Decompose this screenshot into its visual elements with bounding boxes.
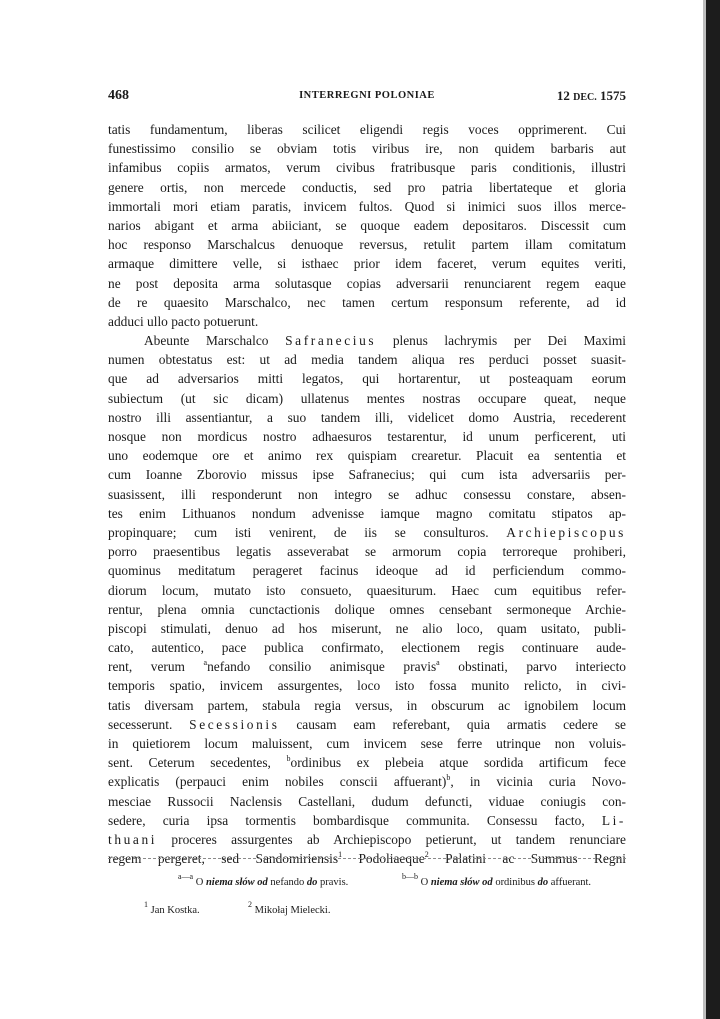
text-line xyxy=(108,772,626,791)
text-line: narios abigant et arma abiiciant, se quoque eadem depositaros. Discessit cum xyxy=(108,217,626,233)
text-line: piscopi stimulati, denuo ad hos miserunt, ne alio loco, quam usitato, publi- xyxy=(108,620,626,636)
text-span: Palatini ac Summus Regni xyxy=(428,851,626,867)
text-line xyxy=(108,715,626,734)
text-line: temporis spatio, invicem assurgentes, loco isto fossa munito relicto, in civi- xyxy=(108,678,626,694)
footnote-number: 1 xyxy=(144,900,148,909)
text-span: rent, verum xyxy=(108,659,204,675)
text-span: Abeunte Marschalco xyxy=(144,333,286,349)
running-header xyxy=(108,88,626,106)
text-line: cum Ioanne Zborovio missus ipse Safranecius; qui cum ista adversariis per- xyxy=(108,467,626,483)
apparatus-mark: b xyxy=(286,754,291,764)
apparatus-marker: a—a xyxy=(178,872,194,881)
footnote-text: Mikołaj Mielecki. xyxy=(254,905,331,916)
text-line: quominus meditatum perageret facinus ideoque ad id perficiendum commo- xyxy=(108,563,626,579)
text-line: cato, autentico, pace publica confirmato, electionem regis continuare aude- xyxy=(108,640,626,656)
text-line: infamibus copiis armatos, verum civibus fratribusque paris conditionis, illustri xyxy=(108,160,626,176)
text-span: , in vicinia curia Novo- xyxy=(450,774,626,790)
footnote-ref: 2 xyxy=(424,850,429,860)
text-line: de re quaesito Marschalco, nec tamen certum responsum referente, ad id xyxy=(108,294,626,310)
text-line: armaque dimittere velle, si isthaec prior idem faceret, verum equites veriti, xyxy=(108,256,626,272)
text-span: ordinibus ex plebeia atque sordida artificum fece xyxy=(290,755,626,771)
footnote-ref: 1 xyxy=(338,850,343,860)
text-span: regem pergeret, sed Sandomiriensis xyxy=(108,851,339,867)
date-year: 1575 xyxy=(600,88,626,103)
apparatus-mark: a xyxy=(436,658,440,668)
note-text: ordinibus xyxy=(492,877,538,888)
text-line: rentur, plena omnia cunctactionis dolique omnes censebant sermoneque Archie- xyxy=(108,601,626,617)
spaced-name: Safranecius xyxy=(285,333,377,349)
apparatus-mark: a xyxy=(203,658,208,668)
date-day: 12 xyxy=(556,88,570,103)
spaced-name: thuani xyxy=(108,831,158,847)
note-text: nefando xyxy=(267,877,307,888)
text-line xyxy=(108,523,626,542)
text-line: que ad adversarios mitti legatos, qui hortarentur, ut posteaquam eorum xyxy=(108,371,626,387)
text-span: obstinati, parvo interiecto xyxy=(439,659,626,675)
date-month: DEC. xyxy=(573,92,597,103)
text-span: sent. Ceterum secedentes, xyxy=(108,755,287,771)
footnote-rule xyxy=(108,858,626,859)
text-line: tatis diversam partem, stabula regia versus, in obscurum ac ignobilem locum xyxy=(108,697,626,713)
text-line: numen obtestatus est: ut ad media tandem aliqua res perduci posset suasit- xyxy=(108,352,626,368)
note-text: O xyxy=(420,877,431,888)
note-text: O xyxy=(195,877,206,888)
text-span: explicatis (perpauci enim nobiles conscii affuerant) xyxy=(108,774,447,790)
text-line: funestissimo consilio se obviam totis viribus ire, non quidem barbaris aut xyxy=(108,141,626,157)
apparatus-note-a xyxy=(178,872,349,890)
text-span: plenus lachrymis per Dei Maximi xyxy=(376,333,626,349)
footnote-2 xyxy=(248,900,331,918)
footnote-number: 2 xyxy=(248,900,252,909)
spaced-name: Li- xyxy=(601,812,626,828)
footnote-text: Jan Kostka. xyxy=(150,905,200,916)
text-line: adduci ullo pacto potuerunt. xyxy=(108,313,259,329)
spaced-name: Secessionis xyxy=(189,716,280,732)
note-emphasis: do xyxy=(537,877,549,888)
text-span: Podoliaeque xyxy=(342,851,425,867)
text-line: mesciae Russocii Naclensis Castellani, dudum defuncti, viduae coniugis con- xyxy=(108,793,626,809)
text-line: tes enim Lithuanos nondum advenisse iamque magno comitatu stipatos ap- xyxy=(108,505,626,521)
apparatus-marker: b—b xyxy=(402,872,418,881)
text-line: ne post deposita arma solutasque copias adversarii renunciarent regem eaque xyxy=(108,275,626,291)
note-text: pravis. xyxy=(317,877,349,888)
scan-page-edge xyxy=(706,0,720,1019)
text-span: causam eam referebant, quia armatis cedere se xyxy=(279,716,626,732)
text-span: nefando consilio animisque pravis xyxy=(207,659,437,675)
apparatus-mark: b xyxy=(446,773,451,783)
text-line xyxy=(108,753,626,772)
running-date xyxy=(557,88,626,104)
note-emphasis: do xyxy=(306,877,318,888)
page-number: 468 xyxy=(108,88,129,103)
text-span: sedere, curia ipsa tormentis bombardisque communita. Consessu facto, xyxy=(108,812,602,828)
text-line: nostro illi assentiantur, a suo tandem illi, videlicet domo Austria, recederent xyxy=(108,409,626,425)
text-span: proceres assurgentes ab Archiepiscopo petierunt, ut tandem renunciare xyxy=(157,831,626,847)
main-text xyxy=(108,120,626,868)
text-span: secesserunt. xyxy=(108,716,190,732)
text-line: subiectum (ut sic dicam) ullatenus mentes nostras occupare queat, neque xyxy=(108,390,626,406)
note-emphasis: niema słów od xyxy=(205,877,268,888)
running-title: INTERREGNI POLONIAE xyxy=(299,90,435,101)
text-line xyxy=(108,657,626,676)
text-line: nosque non mordicus nostro adhaesuros testarentur, id unum perficerent, uti xyxy=(108,429,626,444)
text-line: genere ortis, non mercede conductis, sed pro patria libertateque et gloria xyxy=(108,179,626,195)
spaced-name: Archiepiscopus xyxy=(506,524,626,540)
text-line: porro praesentibus legatis asseverabat se armorum copia terroreque prohiberi, xyxy=(108,544,626,560)
note-text: affuerant. xyxy=(548,877,592,888)
text-line: suasissent, illi responderunt non integro se adhuc consessu constare, absen- xyxy=(108,486,626,502)
text-line: diorum locum, mutato isto consueto, quaesiturum. Haec cum equitibus refer- xyxy=(108,582,626,598)
footnote-1 xyxy=(144,900,200,918)
text-line: hoc responso Marschalcus denuoque reversus, retulit partem illam comitatum xyxy=(108,237,626,253)
text-line xyxy=(108,830,626,849)
text-line: in quietiorem locum maluissent, cum invicem sese ferre utrinque non voluis- xyxy=(108,736,626,751)
text-span: propinquare; cum isti venirent, de iis se consulturos. xyxy=(108,524,507,540)
text-line xyxy=(108,331,626,350)
apparatus-note-b xyxy=(402,872,592,890)
text-line: immortali mori etiam paratis, invicem fultos. Quod si inimici suos illos merce- xyxy=(108,198,626,214)
text-line: tatis fundamentum, liberas scilicet eligendi regis voces opprimerent. Cui xyxy=(108,122,626,137)
text-line xyxy=(108,811,626,830)
text-line: uno eodemque ore et animo rex quispiam crearetur. Placuit ea sententia et xyxy=(108,448,626,464)
note-emphasis: niema słów od xyxy=(430,877,493,888)
